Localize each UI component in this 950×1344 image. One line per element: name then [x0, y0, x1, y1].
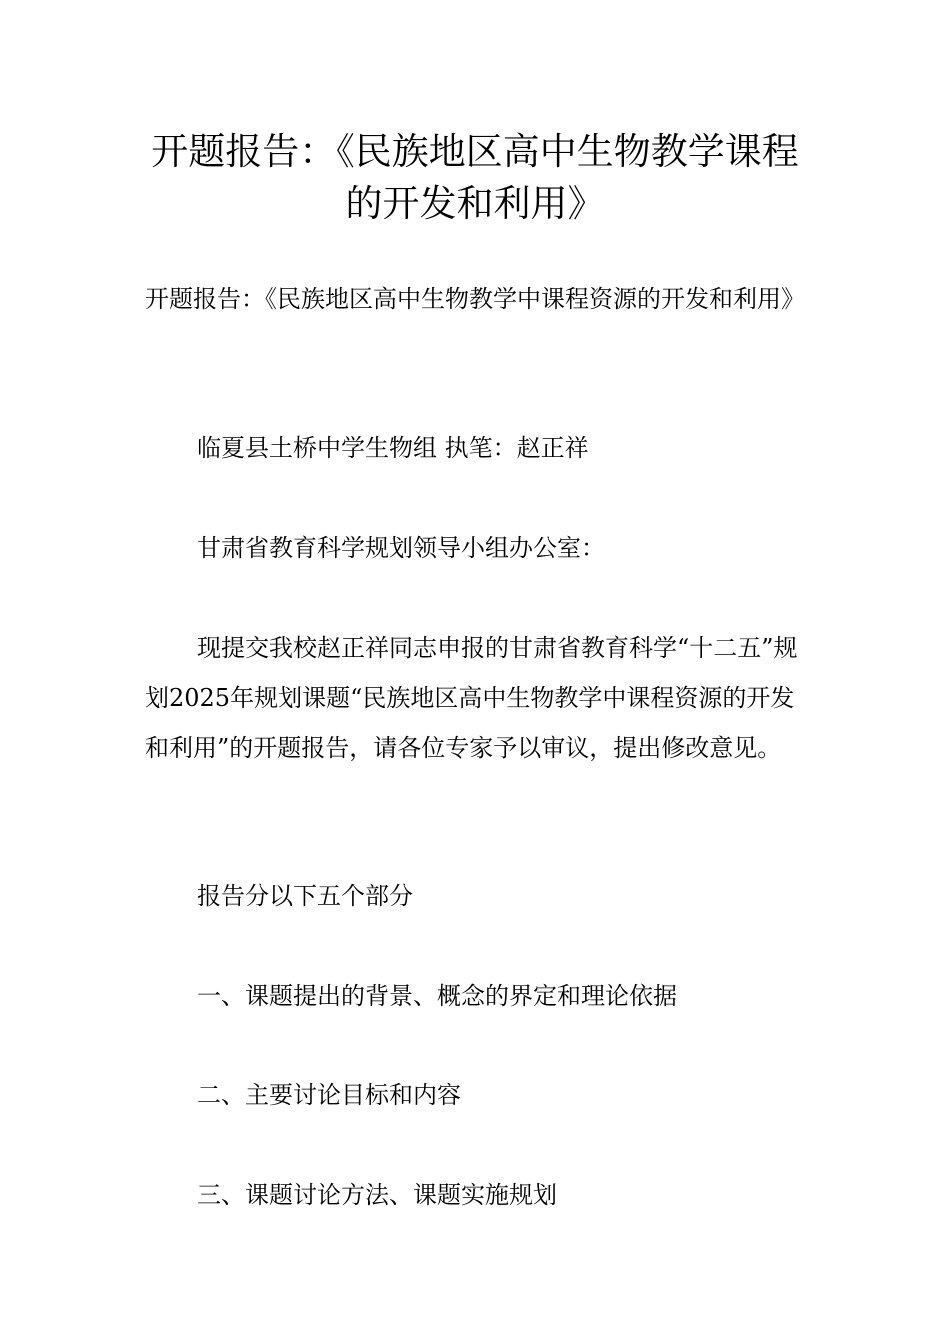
paragraph-submission: 现提交我校赵正祥同志申报的甘肃省教育科学“十二五”规划2025年规划课题“民族地区高中生物教学中课程资源的开发和利用”的开题报告，请各位专家予以审议，提出修改意见。 — [145, 634, 798, 762]
paragraph-report-heading: 开题报告：《民族地区高中生物教学中课程资源的开发和利用》 — [145, 285, 805, 313]
paragraph-addressee: 甘肃省教育科学规划领导小组办公室： — [197, 534, 605, 562]
paragraph-outline-intro: 报告分以下五个部分 — [197, 882, 413, 910]
paragraph-section-three: 三、课题讨论方法、课题实施规划 — [197, 1181, 557, 1209]
paragraph-section-one: 一、课题提出的背景、概念的界定和理论依据 — [197, 982, 677, 1010]
document-title: 开题报告：《民族地区高中生物教学课程的开发和利用》 — [151, 130, 799, 225]
paragraph-author: 临夏县土桥中学生物组 执笔：赵正祥 — [197, 434, 589, 462]
paragraph-section-two: 二、主要讨论目标和内容 — [197, 1081, 461, 1109]
